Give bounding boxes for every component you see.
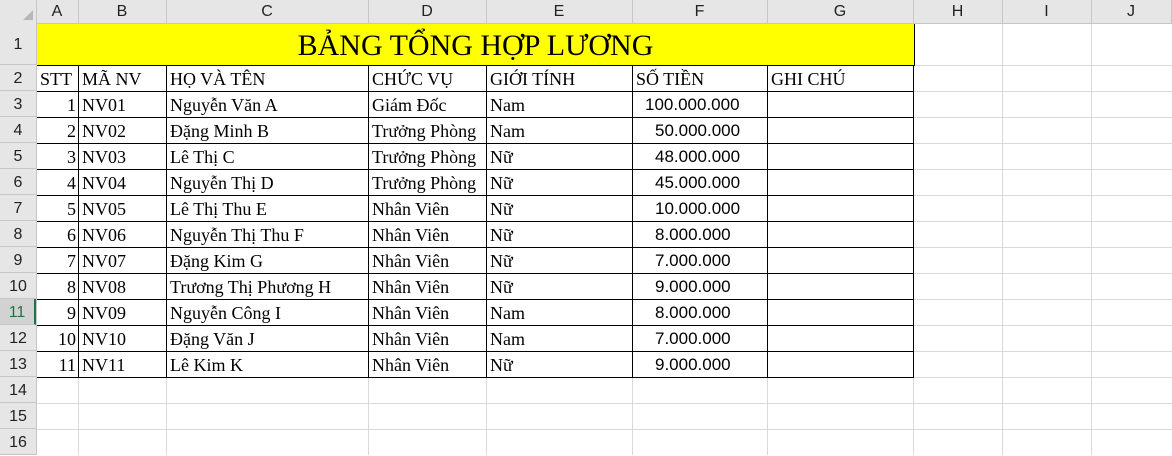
cell-chuc-vu[interactable]: Trưởng Phòng (372, 173, 477, 193)
row-header-11[interactable]: 11 (0, 299, 36, 325)
cell-ghi-chu[interactable] (768, 118, 914, 144)
cell-ma-nv[interactable]: NV07 (82, 251, 126, 271)
cell-stt[interactable]: 6 (67, 225, 76, 245)
cell-ho-va-ten[interactable]: Đặng Kim G (170, 251, 263, 271)
row-header-10[interactable]: 10 (0, 273, 36, 299)
table-border (913, 66, 914, 378)
cell-ghi-chu[interactable] (768, 248, 914, 274)
header-cell-ho-va-ten[interactable]: HỌ VÀ TÊN (170, 69, 266, 89)
cell-so-tien[interactable]: 45.000.000 (655, 173, 741, 192)
cell-ma-nv[interactable]: NV04 (82, 173, 126, 193)
table-border (486, 66, 487, 378)
cell-ma-nv[interactable]: NV02 (82, 121, 126, 141)
cell-ghi-chu[interactable] (768, 92, 914, 118)
cell-chuc-vu[interactable]: Nhân Viên (372, 303, 450, 323)
cell-chuc-vu[interactable]: Trưởng Phòng (372, 147, 477, 167)
gridline-horizontal (37, 429, 1172, 430)
cell-ma-nv[interactable]: NV06 (82, 225, 126, 245)
cell-ma-nv[interactable]: NV09 (82, 303, 126, 323)
table-border (166, 66, 167, 378)
cell-chuc-vu[interactable]: Nhân Viên (372, 251, 450, 271)
table-border (37, 91, 914, 92)
cell-chuc-vu[interactable]: Nhân Viên (372, 355, 450, 375)
cell-so-tien[interactable]: 50.000.000 (655, 121, 741, 140)
cell-ma-nv[interactable]: NV03 (82, 147, 126, 167)
column-header-i[interactable]: I (1002, 0, 1092, 23)
column-header-e[interactable]: E (486, 0, 633, 23)
cell-so-tien[interactable]: 7.000.000 (655, 251, 731, 270)
cell-gioi-tinh[interactable]: Nam (490, 303, 525, 323)
table-border (37, 377, 914, 378)
cell-ho-va-ten[interactable]: Lê Thị Thu E (170, 199, 267, 219)
cell-chuc-vu[interactable]: Nhân Viên (372, 277, 450, 297)
header-cell-ma-nv[interactable]: MÃ NV (82, 69, 142, 89)
cell-ghi-chu[interactable] (768, 196, 914, 222)
cell-ho-va-ten[interactable]: Nguyễn Thị D (170, 173, 274, 193)
cell-gioi-tinh[interactable]: Nữ (490, 277, 513, 297)
table-border (37, 117, 914, 118)
row-header-3[interactable]: 3 (0, 91, 36, 117)
cell-stt[interactable]: 10 (58, 329, 76, 349)
column-header-f[interactable]: F (632, 0, 768, 23)
cell-gioi-tinh[interactable]: Nam (490, 121, 525, 141)
cell-gioi-tinh[interactable]: Nữ (490, 147, 513, 167)
cell-chuc-vu[interactable]: Nhân Viên (372, 329, 450, 349)
cell-so-tien[interactable]: 8.000.000 (655, 303, 731, 322)
column-header-j[interactable]: J (1091, 0, 1172, 23)
cell-ho-va-ten[interactable]: Đặng Văn J (170, 329, 255, 349)
table-border (767, 66, 768, 378)
cell-chuc-vu[interactable]: Nhân Viên (372, 225, 450, 245)
column-header-c[interactable]: C (166, 0, 369, 23)
cell-stt[interactable]: 4 (67, 173, 76, 193)
cell-gioi-tinh[interactable]: Nữ (490, 225, 513, 245)
table-border (37, 195, 914, 196)
cell-so-tien[interactable]: 9.000.000 (655, 355, 731, 374)
sheet-title-cell[interactable]: BẢNG TỔNG HỢP LƯƠNG (37, 24, 915, 66)
cell-chuc-vu[interactable]: Nhân Viên (372, 199, 450, 219)
table-border (37, 247, 914, 248)
row-header-6[interactable]: 6 (0, 169, 36, 195)
table-border (37, 143, 914, 144)
table-border (78, 66, 79, 378)
cell-stt[interactable]: 5 (67, 199, 76, 219)
header-cell-gioi-tinh[interactable]: GIỚI TÍNH (490, 69, 576, 89)
cell-ho-va-ten[interactable]: Đặng Minh B (170, 121, 269, 141)
header-cell-so-tien[interactable]: SỐ TIỀN (636, 69, 705, 89)
table-border (37, 325, 914, 326)
column-header-g[interactable]: G (767, 0, 914, 23)
column-header-bar (0, 0, 1172, 24)
cell-ghi-chu[interactable] (768, 222, 914, 248)
cell-stt[interactable]: 2 (67, 121, 76, 141)
header-cell-chuc-vu[interactable]: CHỨC VỤ (372, 69, 454, 89)
column-header-h[interactable]: H (913, 0, 1003, 23)
select-all-button[interactable] (0, 0, 37, 23)
cell-gioi-tinh[interactable]: Nữ (490, 251, 513, 271)
column-header-b[interactable]: B (78, 0, 167, 23)
row-header-bar (0, 23, 37, 455)
header-cell-stt[interactable]: STT (40, 69, 73, 89)
row-header-5[interactable]: 5 (0, 143, 36, 169)
cell-ho-va-ten[interactable]: Lê Kim K (170, 355, 243, 375)
cell-ghi-chu[interactable] (768, 274, 914, 300)
table-border (632, 66, 633, 378)
row-header-1[interactable]: 1 (0, 23, 36, 65)
cell-so-tien[interactable]: 9.000.000 (655, 277, 731, 296)
cell-stt[interactable]: 1 (67, 95, 76, 115)
cell-ghi-chu[interactable] (768, 144, 914, 170)
table-border (37, 299, 914, 300)
gridline-horizontal (37, 403, 1172, 404)
cell-gioi-tinh[interactable]: Nam (490, 329, 525, 349)
cell-ho-va-ten[interactable]: Lê Thị C (170, 147, 235, 167)
cell-ho-va-ten[interactable]: Nguyễn Văn A (170, 95, 278, 115)
row-header-16[interactable]: 16 (0, 429, 36, 455)
row-header-8[interactable]: 8 (0, 221, 36, 247)
column-header-a[interactable]: A (36, 0, 79, 23)
table-border (37, 273, 914, 274)
cell-ghi-chu[interactable] (768, 170, 914, 196)
gridline-vertical (1091, 24, 1092, 455)
cell-so-tien[interactable]: 10.000.000 (655, 199, 741, 218)
cell-ghi-chu[interactable] (768, 300, 914, 326)
cell-so-tien[interactable]: 7.000.000 (655, 329, 731, 348)
table-border (37, 169, 914, 170)
gridline-vertical (1002, 24, 1003, 455)
cell-so-tien[interactable]: 48.000.000 (655, 147, 741, 166)
cell-ho-va-ten[interactable]: Nguyễn Thị Thu F (170, 225, 304, 245)
column-header-d[interactable]: D (368, 0, 487, 23)
cell-stt[interactable]: 3 (67, 147, 76, 167)
cell-ho-va-ten[interactable]: Nguyễn Công I (170, 303, 281, 323)
row-header-15[interactable]: 15 (0, 403, 36, 429)
table-border (37, 221, 914, 222)
cell-gioi-tinh[interactable]: Nam (490, 95, 525, 115)
cell-ma-nv[interactable]: NV11 (82, 355, 126, 375)
cell-ma-nv[interactable]: NV10 (82, 329, 126, 349)
cell-ma-nv[interactable]: NV05 (82, 199, 126, 219)
row-header-7[interactable]: 7 (0, 195, 36, 221)
cell-chuc-vu[interactable]: Trưởng Phòng (372, 121, 477, 141)
cell-stt[interactable]: 7 (67, 251, 76, 271)
cell-ho-va-ten[interactable]: Trương Thị Phương H (170, 277, 332, 297)
cell-ghi-chu[interactable] (768, 352, 914, 378)
header-cell-ghi-chu[interactable]: GHI CHÚ (771, 69, 846, 89)
row-header-12[interactable]: 12 (0, 325, 36, 351)
row-header-14[interactable]: 14 (0, 377, 36, 403)
cell-gioi-tinh[interactable]: Nữ (490, 173, 513, 193)
cell-so-tien[interactable]: 100.000.000 (645, 95, 740, 114)
row-header-2[interactable]: 2 (0, 65, 36, 91)
row-header-13[interactable]: 13 (0, 351, 36, 377)
table-border (368, 66, 369, 378)
cell-chuc-vu[interactable]: Giám Đốc (372, 95, 447, 115)
cell-stt[interactable]: 11 (58, 355, 76, 375)
cell-ma-nv[interactable]: NV08 (82, 277, 126, 297)
cell-stt[interactable]: 9 (67, 303, 76, 323)
cell-ghi-chu[interactable] (768, 326, 914, 352)
row-header-4[interactable]: 4 (0, 117, 36, 143)
row-header-9[interactable]: 9 (0, 247, 36, 273)
cell-gioi-tinh[interactable]: Nữ (490, 199, 513, 219)
table-border (37, 351, 914, 352)
cell-gioi-tinh[interactable]: Nữ (490, 355, 513, 375)
table-border (37, 65, 914, 66)
cell-stt[interactable]: 8 (67, 277, 76, 297)
cell-so-tien[interactable]: 8.000.000 (655, 225, 731, 244)
cell-ma-nv[interactable]: NV01 (82, 95, 126, 115)
